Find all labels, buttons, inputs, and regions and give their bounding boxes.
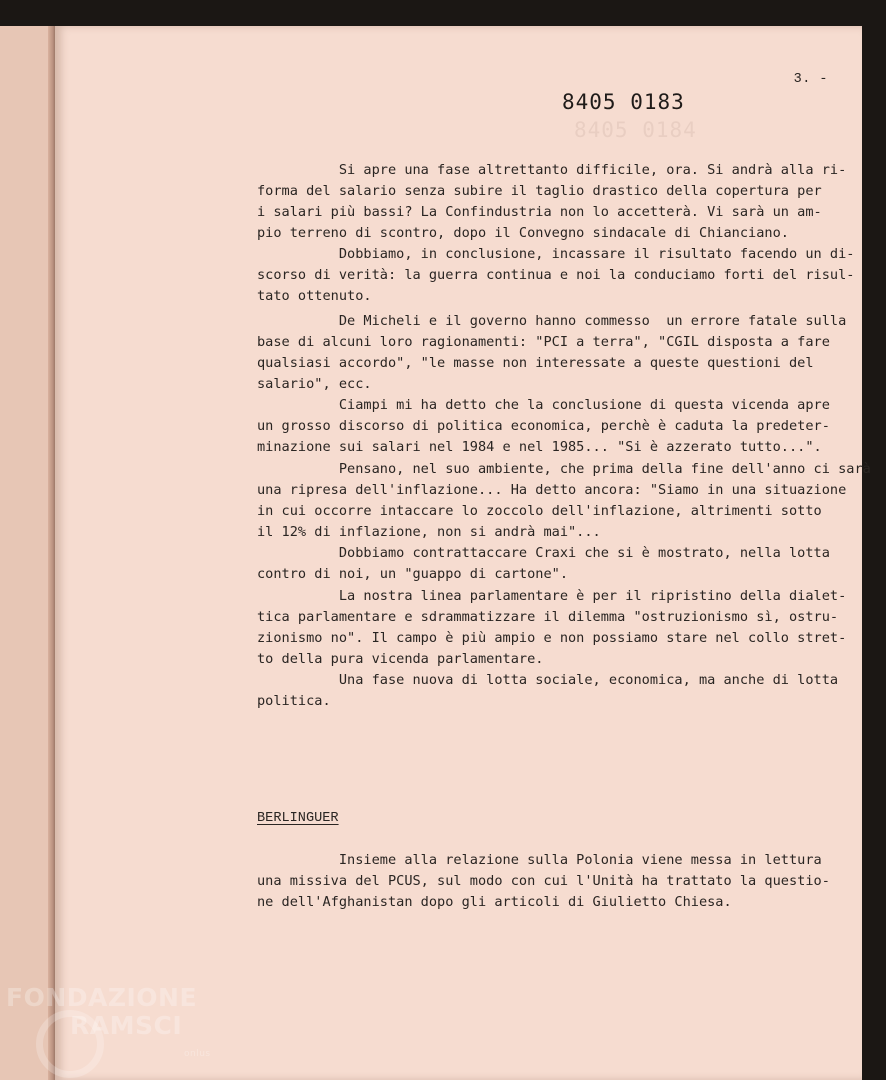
section-paragraph: Insieme alla relazione sulla Polonia viene messa in lettura una missiva del PCUS, sul modo con cui l'Unità ha trattato la questio- ne dell'Afghanistan dopo gli articoli di Giulietto Chiesa. (257, 852, 830, 910)
paragraph-7: La nostra linea parlamentare è per il ripristino della dialet- tica parlamentare e sdrammatizzare il dilemma "ostruzionismo sì, ostru- zionismo no". Il campo è più ampio e non possiamo stare nel collo stret- to della pura vicenda parlamentare. (257, 588, 847, 667)
paragraph-5: Pensano, nel suo ambiente, che prima della fine dell'anno ci sarà una ripresa dell'inflazione... Ha detto ancora: "Siamo in una situazione in cui occorre intaccare lo zoccolo dell'inflazione, altrimenti sotto il 12% di inflazione, non si andrà mai"... (257, 461, 871, 540)
watermark (6, 983, 211, 1059)
paragraph-4: Ciampi mi ha detto che la conclusione di questa vicenda apre un grosso discorso di politica economica, perchè è caduta la predeter- minazione sui salari nel 1984 e nel 1985... "Si è azzerato tutto...". (257, 397, 830, 455)
paragraph-3: De Micheli e il governo hanno commesso un errore fatale sulla base di alcuni loro ragionamenti: "PCI a terra", "CGIL disposta a fare qualsiasi accordo", "le masse non interessate a queste questioni del salario", ecc. (257, 313, 847, 392)
bleed-through-code: 8405 0184 (574, 118, 697, 142)
paragraph-8: Una fase nuova di lotta sociale, economica, ma anche di lotta politica. (257, 672, 839, 709)
paragraph-6: Dobbiamo contrattaccare Craxi che si è mostrato, nella lotta contro di noi, un "guappo di cartone". (257, 545, 830, 582)
section-heading: BERLINGUER (257, 811, 339, 826)
paragraph-2: Dobbiamo, in conclusione, incassare il risultato facendo un di- scorso di verità: la guerra continua e noi la conduciamo forti del risul- tato ottenuto. (257, 246, 855, 304)
page-number: 3. - (793, 72, 828, 87)
document-page (55, 26, 871, 1080)
watermark-suffix: onlus (184, 1049, 211, 1059)
document-code: 8405 0183 (562, 90, 685, 114)
watermark-line-2: RAMSCI (70, 1011, 183, 1040)
paragraph-1: Si apre una fase altrettanto difficile, ora. Si andrà alla ri- forma del salario senza subire il taglio drastico della copertura per i salari più bassi? La Confindustria non lo accetterà. Vi sarà un am- pio terreno di scontro, dopo il Convegno sindacale di Chianciano. (257, 162, 847, 241)
watermark-line-1: FONDAZIONE (6, 983, 198, 1012)
